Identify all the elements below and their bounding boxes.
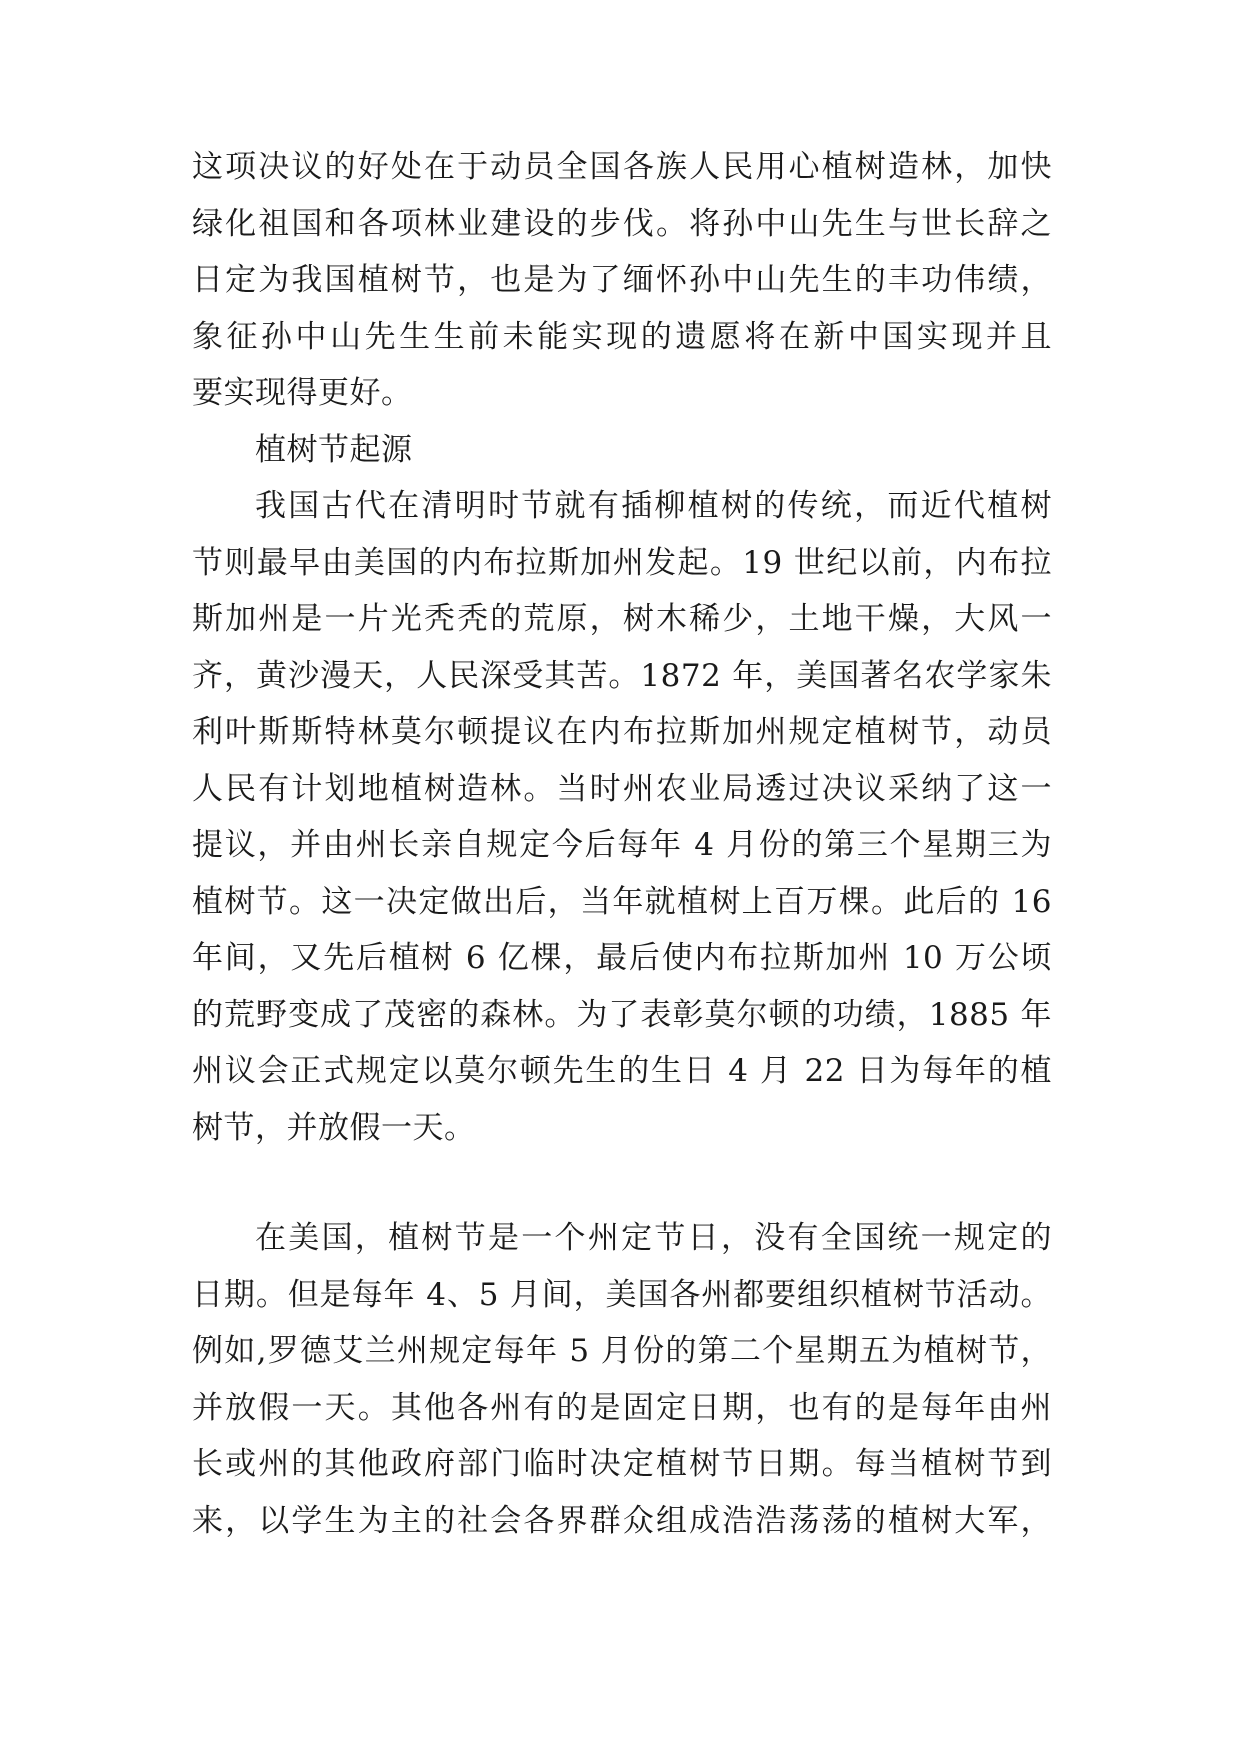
paragraph-2-line-2: 节则最早由美国的内布拉斯加州发起。19 世纪以前，内布拉: [192, 545, 1052, 581]
paragraph-2-line-3: 斯加州是一片光秃秃的荒原，树木稀少，土地干燥，大风一: [192, 601, 1052, 637]
paragraph-1-line-4: 象征孙中山先生生前未能实现的遗愿将在新中国实现并且: [192, 319, 1052, 355]
paragraph-3-line-3: 例如,罗德艾兰州规定每年 5 月份的第二个星期五为植树节，: [192, 1333, 1052, 1369]
paragraph-2-line-9: 年间，又先后植树 6 亿棵，最后使内布拉斯加州 10 万公顷: [192, 940, 1052, 976]
paragraph-2-line-10: 的荒野变成了茂密的森林。为了表彰莫尔顿的功绩，1885 年: [192, 997, 1052, 1033]
paragraph-1-line-5: 要实现得更好。: [192, 375, 413, 411]
paragraph-3-line-2: 日期。但是每年 4、5 月间，美国各州都要组织植树节活动。: [192, 1277, 1052, 1313]
paragraph-3-line-1: 在美国，植树节是一个州定节日，没有全国统一规定的: [255, 1220, 1052, 1256]
paragraph-3-line-5: 长或州的其他政府部门临时决定植树节日期。每当植树节到: [192, 1446, 1052, 1482]
paragraph-3-line-4: 并放假一天。其他各州有的是固定日期，也有的是每年由州: [192, 1390, 1052, 1426]
paragraph-1-line-1: 这项决议的好处在于动员全国各族人民用心植树造林，加快: [192, 149, 1052, 185]
paragraph-2-line-12: 树节，并放假一天。: [192, 1110, 476, 1146]
section-heading: 植树节起源: [255, 432, 413, 468]
paragraph-2-line-1: 我国古代在清明时节就有插柳植树的传统，而近代植树: [255, 488, 1052, 524]
paragraph-2-line-8: 植树节。这一决定做出后，当年就植树上百万棵。此后的 16: [192, 884, 1052, 920]
paragraph-2-line-4: 齐，黄沙漫天，人民深受其苦。1872 年，美国著名农学家朱: [192, 658, 1052, 694]
paragraph-2-line-6: 人民有计划地植树造林。当时州农业局透过决议采纳了这一: [192, 771, 1052, 807]
paragraph-3-line-6: 来，以学生为主的社会各界群众组成浩浩荡荡的植树大军，: [192, 1503, 1052, 1539]
paragraph-1-line-3: 日定为我国植树节，也是为了缅怀孙中山先生的丰功伟绩，: [192, 262, 1052, 298]
paragraph-2-line-11: 州议会正式规定以莫尔顿先生的生日 4 月 22 日为每年的植: [192, 1053, 1052, 1089]
paragraph-2-line-7: 提议，并由州长亲自规定今后每年 4 月份的第三个星期三为: [192, 827, 1052, 863]
paragraph-1-line-2: 绿化祖国和各项林业建设的步伐。将孙中山先生与世长辞之: [192, 206, 1052, 242]
paragraph-2-line-5: 利叶斯斯特林莫尔顿提议在内布拉斯加州规定植树节，动员: [192, 714, 1052, 750]
